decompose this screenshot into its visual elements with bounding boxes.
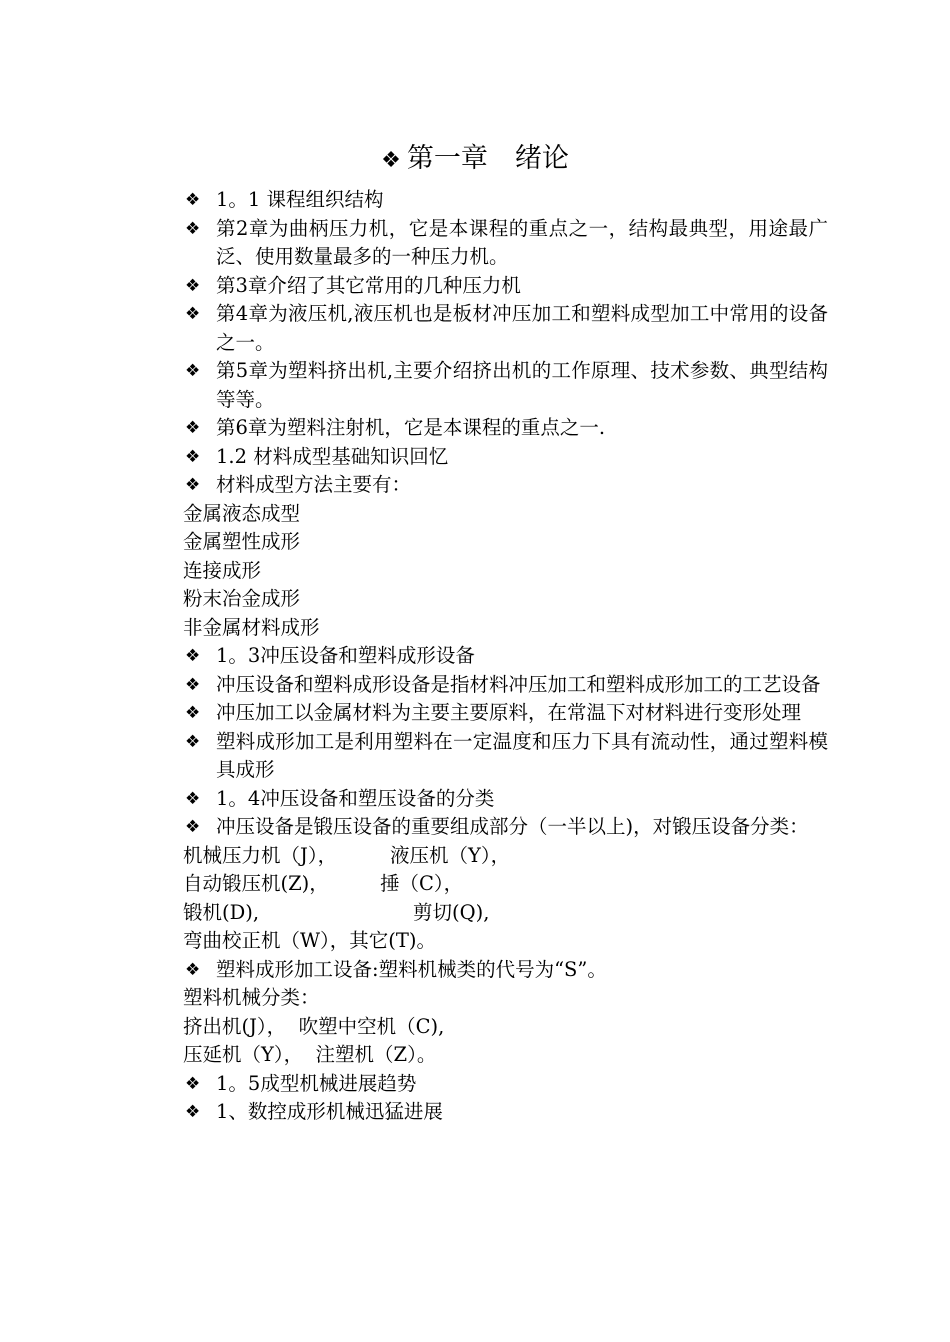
plain-line: 压延机（Y）， 注塑机（Z）。 bbox=[183, 1043, 437, 1066]
bullet-item bbox=[183, 1098, 828, 1127]
bullet-text: 塑料成形加工是利用塑料在一定温度和压力下具有流动性，通过塑料模具成形 bbox=[216, 729, 828, 781]
bullet-item bbox=[183, 699, 828, 728]
bullet-item bbox=[183, 728, 828, 785]
bullet-text: 1。4冲压设备和塑压设备的分类 bbox=[216, 786, 495, 810]
bullet-text: 1、数控成形机械迅猛进展 bbox=[216, 1100, 443, 1123]
bullet-item bbox=[183, 186, 828, 215]
diamond-bullet-icon: ❖ bbox=[185, 674, 201, 695]
diamond-bullet-icon: ❖ bbox=[185, 361, 201, 381]
bullet-text: 材料成型方法主要有： bbox=[216, 473, 412, 496]
bullet-text: 冲压加工以金属材料为主要主要原料，在常温下对材料进行变形处理 bbox=[216, 701, 802, 724]
plain-line: 塑料机械分类： bbox=[183, 986, 320, 1009]
diamond-bullet-icon: ❖ bbox=[185, 418, 201, 438]
bullet-text: 1。1 课程组织结构 bbox=[216, 188, 384, 211]
diamond-bullet-icon: ❖ bbox=[185, 304, 201, 324]
chapter-title-text: 第一章 绪论 bbox=[406, 143, 569, 174]
bullet-text: 第3章介绍了其它常用的几种压力机 bbox=[216, 273, 521, 297]
plain-line: 金属塑性成形 bbox=[183, 530, 301, 553]
document-body bbox=[183, 186, 828, 1127]
bullet-item bbox=[183, 1070, 828, 1099]
bullet-text: 塑料成形加工设备:塑料机械类的代号为“S”。 bbox=[216, 957, 607, 981]
bullet-text: 冲压设备和塑料成形设备是指材料冲压加工和塑料成形加工的工艺设备 bbox=[216, 672, 821, 696]
bullet-text: 第6章为塑料注射机，它是本课程的重点之一. bbox=[216, 416, 606, 439]
diamond-bullet-icon: ❖ bbox=[185, 218, 201, 239]
bullet-text: 1。5成型机械进展趋势 bbox=[216, 1071, 417, 1095]
line-part: 自动锻压机(Z)， bbox=[183, 872, 329, 895]
bullet-item bbox=[183, 357, 828, 414]
bullet-item bbox=[183, 671, 828, 700]
bullet-item bbox=[183, 300, 828, 357]
bullet-text: 第2章为曲柄压力机，它是本课程的重点之一，结构最典型，用途最广泛、使用数量最多的一种压力机。 bbox=[216, 216, 828, 268]
diamond-bullet-icon: ❖ bbox=[185, 703, 201, 723]
bullet-item bbox=[183, 414, 828, 443]
plain-line bbox=[183, 870, 828, 899]
bullet-item bbox=[183, 956, 828, 985]
line-part: 锻机(D), bbox=[183, 900, 260, 924]
bullet-text: 第4章为液压机,液压机也是板材冲压加工和塑料成型加工中常用的设备之一。 bbox=[216, 302, 828, 354]
line-part: 机械压力机（J）， bbox=[183, 843, 338, 867]
line-part: 捶（C）， bbox=[380, 872, 464, 895]
bullet-text: 冲压设备是锻压设备的重要组成部分（一半以上)，对锻压设备分类： bbox=[216, 815, 809, 838]
bullet-item bbox=[183, 443, 828, 472]
plain-line: 粉末冶金成形 bbox=[183, 587, 301, 610]
line-part: 剪切(Q), bbox=[413, 900, 490, 924]
bullet-text: 1.2 材料成型基础知识回忆 bbox=[216, 444, 449, 468]
plain-line: 非金属材料成形 bbox=[183, 615, 320, 639]
diamond-bullet-icon: ❖ bbox=[185, 446, 201, 467]
chapter-title bbox=[0, 140, 950, 180]
diamond-bullet-icon: ❖ bbox=[185, 817, 201, 837]
plain-line: 弯曲校正机（W），其它(T)。 bbox=[183, 929, 437, 952]
diamond-bullet-icon: ❖ bbox=[185, 190, 201, 210]
diamond-bullet-icon: ❖ bbox=[185, 646, 201, 666]
plain-line bbox=[183, 842, 828, 871]
line-part: 液压机（Y）， bbox=[390, 843, 511, 867]
diamond-bullet-icon: ❖ bbox=[185, 1073, 201, 1094]
bullet-item bbox=[183, 272, 828, 301]
diamond-bullet-icon: ❖ bbox=[185, 788, 201, 809]
bullet-item bbox=[183, 813, 828, 842]
plain-line bbox=[183, 899, 828, 928]
bullet-item bbox=[183, 215, 828, 272]
plain-line: 挤出机(J）， 吹塑中空机（C), bbox=[183, 1014, 445, 1038]
plain-line: 连接成形 bbox=[183, 558, 262, 582]
diamond-bullet-icon: ❖ bbox=[185, 1102, 201, 1122]
plain-line: 金属液态成型 bbox=[183, 501, 301, 525]
bullet-item bbox=[183, 471, 828, 500]
bullet-text: 第5章为塑料挤出机,主要介绍挤出机的工作原理、技术参数、典型结构等等。 bbox=[216, 359, 828, 411]
diamond-bullet-icon: ❖ bbox=[185, 475, 201, 495]
diamond-bullet-icon: ❖ bbox=[185, 275, 201, 296]
bullet-item bbox=[183, 642, 828, 671]
diamond-bullet-icon: ❖ bbox=[381, 148, 401, 173]
diamond-bullet-icon: ❖ bbox=[185, 959, 201, 980]
diamond-bullet-icon: ❖ bbox=[185, 731, 201, 752]
bullet-text: 1。3冲压设备和塑料成形设备 bbox=[216, 644, 475, 667]
bullet-item bbox=[183, 785, 828, 814]
